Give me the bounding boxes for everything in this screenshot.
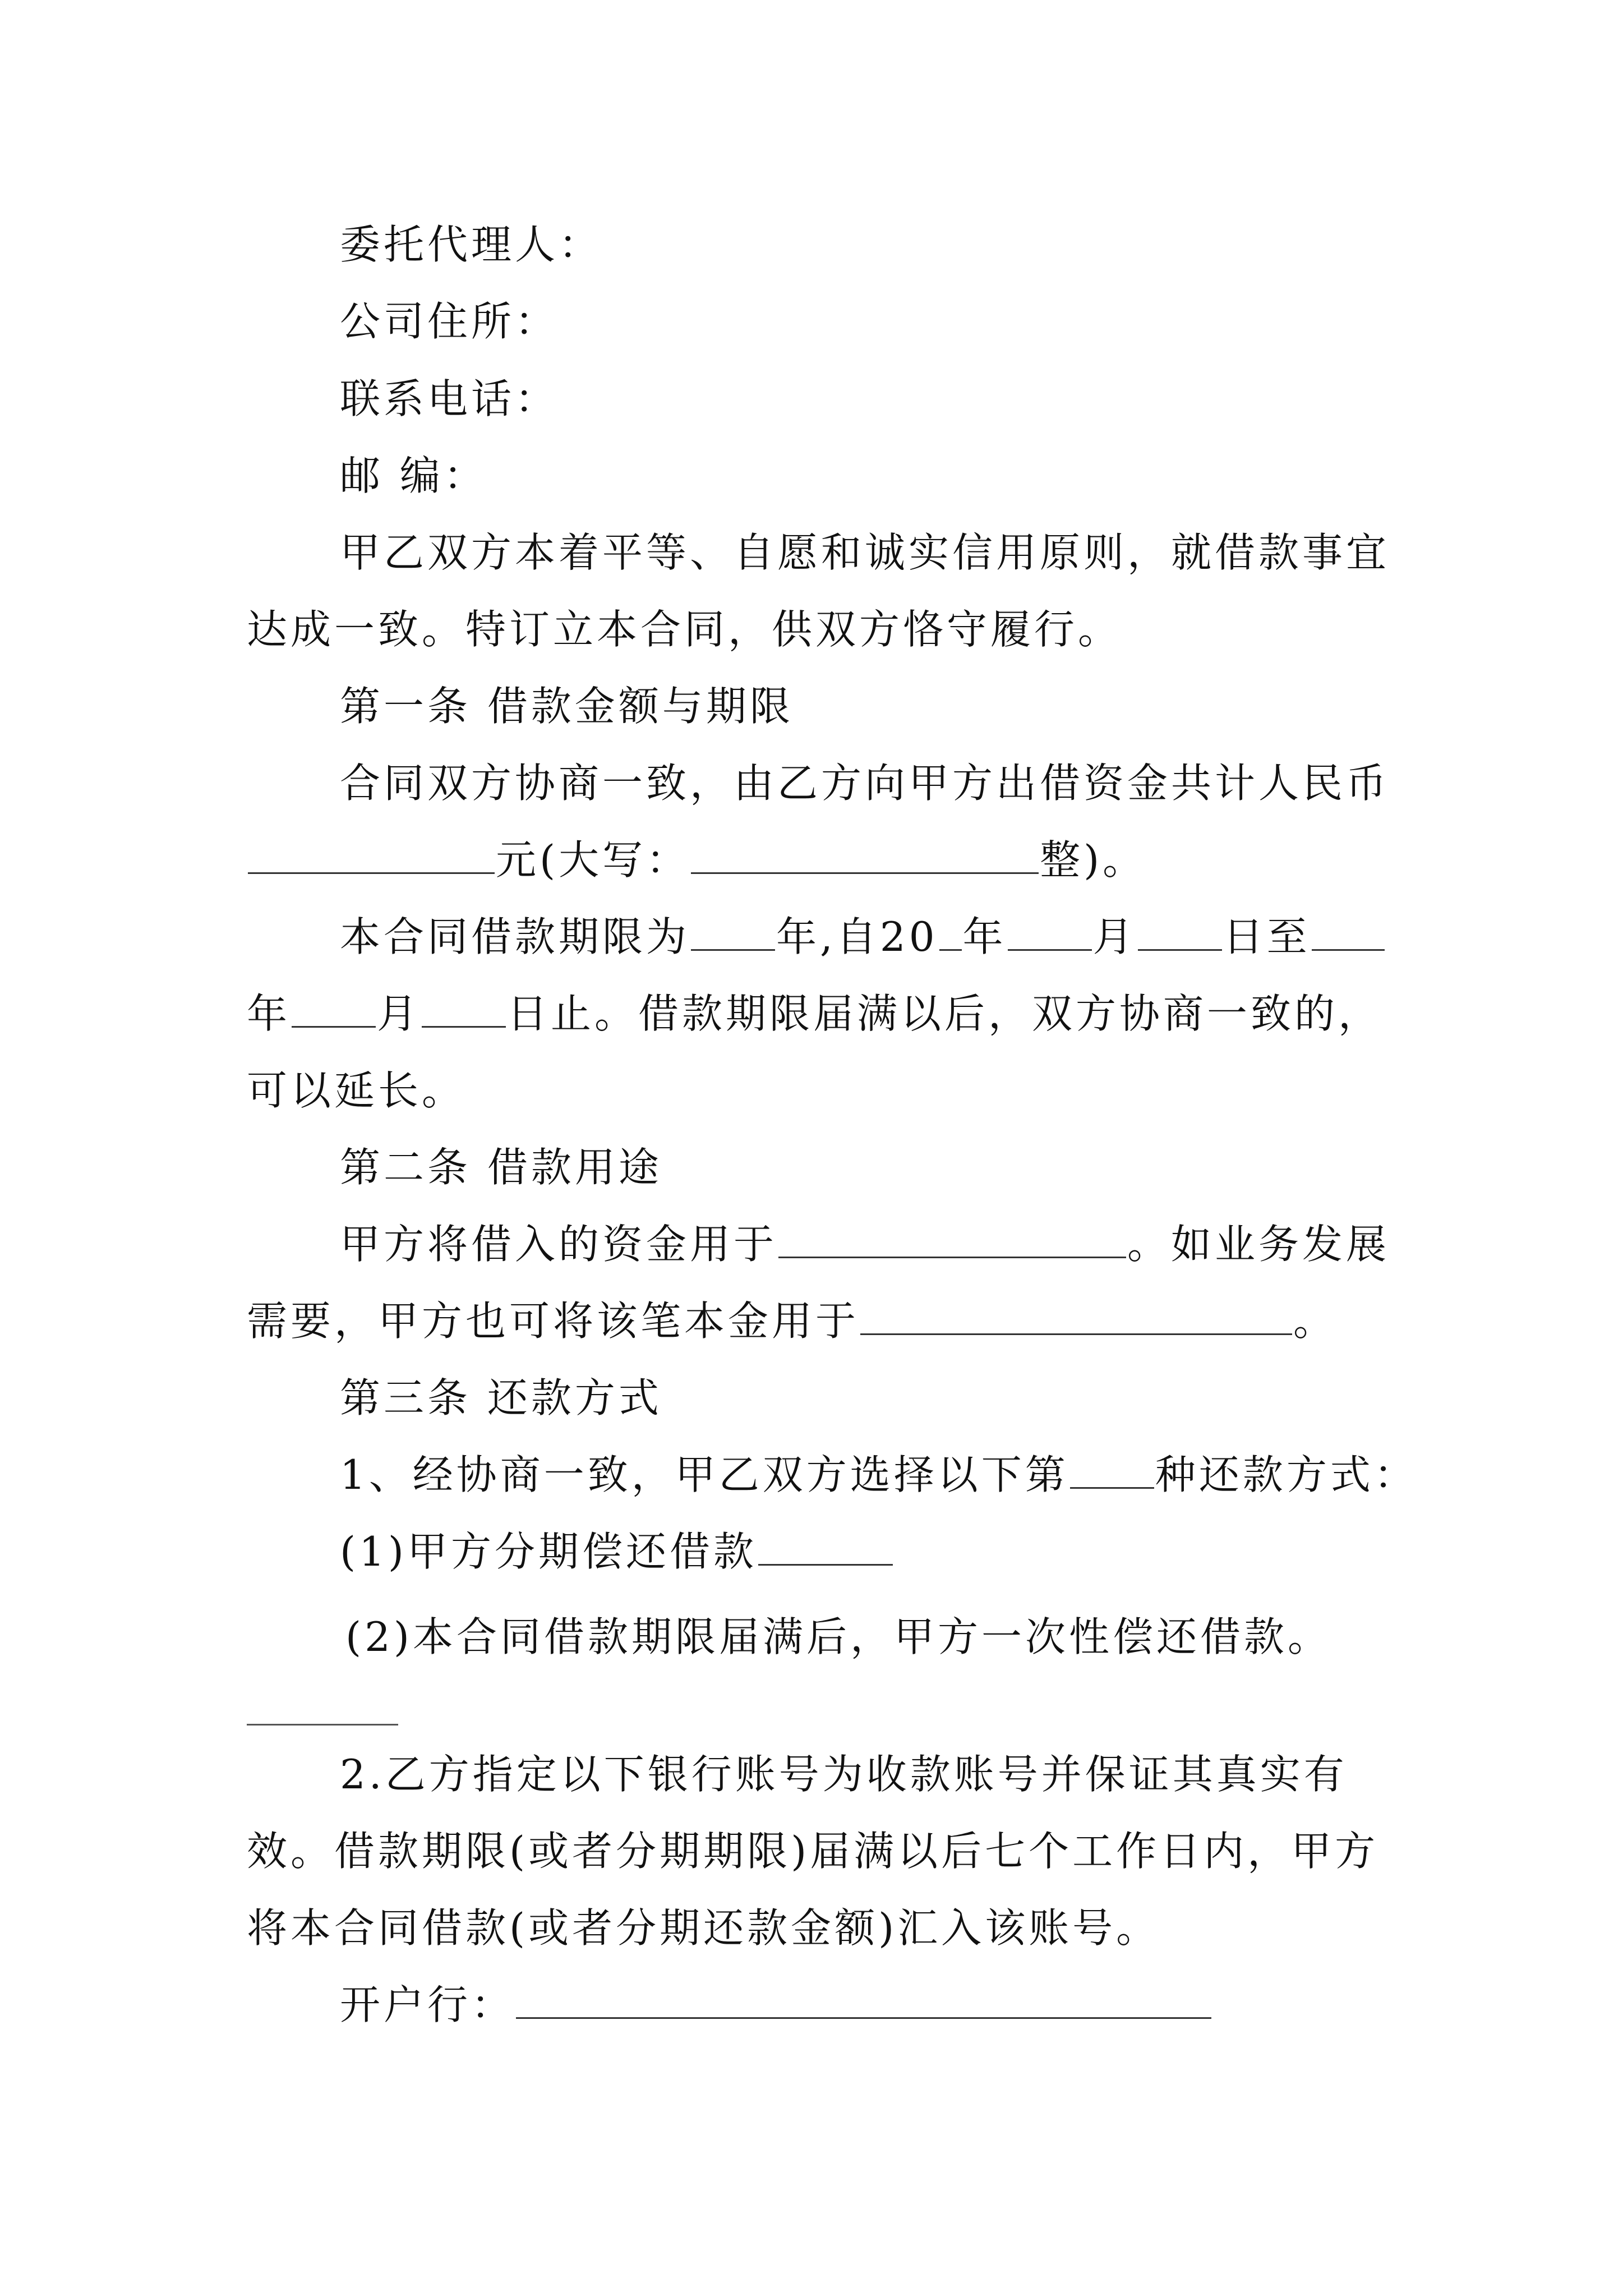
start-day-blank[interactable] bbox=[1138, 914, 1222, 951]
repayment-option-1 bbox=[340, 1525, 894, 1579]
term-line-2 bbox=[247, 987, 1382, 1041]
preamble-line-2: 达成一致。特订立本合同，供双方恪守履行。 bbox=[247, 606, 1122, 653]
term-text-3: 年 bbox=[962, 913, 1007, 960]
term-text-8: 日止。借款期限届满以后，双方协商一致的， bbox=[507, 990, 1382, 1037]
repayment-line-1 bbox=[340, 1448, 1418, 1502]
repayment-method-blank[interactable] bbox=[1070, 1452, 1154, 1489]
end-year-blank[interactable] bbox=[1312, 914, 1385, 951]
bank-label: 开户行： bbox=[340, 1981, 515, 2028]
purpose-line-1 bbox=[340, 1217, 1390, 1271]
term-line-3: 可以延长。 bbox=[247, 1067, 466, 1114]
preamble-line-1: 甲乙双方本着平等、自愿和诚实信用原则，就借款事宜 bbox=[340, 529, 1390, 576]
purpose-blank[interactable] bbox=[778, 1222, 1126, 1258]
repayment-text-2: 种还款方式： bbox=[1155, 1451, 1418, 1498]
amount-uppercase-blank[interactable] bbox=[691, 838, 1039, 874]
bank-name-blank[interactable] bbox=[516, 1982, 1211, 2019]
agent-label: 委托代理人： bbox=[340, 221, 603, 268]
purpose-text-2: 。如业务发展 bbox=[1127, 1221, 1390, 1268]
repayment-option-1-text: (1)甲方分期偿还借款 bbox=[340, 1528, 757, 1575]
term-line-1 bbox=[340, 910, 1386, 964]
end-day-blank[interactable] bbox=[422, 991, 506, 1028]
term-text-1: 本合同借款期限为 bbox=[340, 913, 690, 960]
term-text-6: 年 bbox=[247, 990, 291, 1037]
phone-label: 联系电话： bbox=[340, 375, 559, 422]
installment-blank[interactable] bbox=[758, 1529, 893, 1566]
amount-blank[interactable] bbox=[248, 838, 495, 874]
amount-line bbox=[247, 833, 1146, 887]
article-2-heading: 第二条 借款用途 bbox=[340, 1144, 662, 1191]
term-text-7: 月 bbox=[377, 990, 421, 1037]
amount-text-end: 整)。 bbox=[1040, 836, 1147, 884]
bank-line bbox=[340, 1978, 1212, 2032]
repayment-option-2: (2)本合同借款期限届满后，甲方一次性偿还借款。 bbox=[345, 1613, 1331, 1660]
term-text-2: 年,自20 bbox=[776, 913, 938, 960]
start-month-blank[interactable] bbox=[1008, 914, 1092, 951]
bank-clause-line-1: 2.乙方指定以下银行账号为收款账号并保证其真实有 bbox=[340, 1751, 1348, 1798]
company-address-label: 公司住所： bbox=[340, 298, 559, 345]
purpose-text-1: 甲方将借入的资金用于 bbox=[340, 1221, 778, 1268]
article-1-heading: 第一条 借款金额与期限 bbox=[340, 683, 794, 730]
repayment-text-1: 1、经协商一致，甲乙双方选择以下第 bbox=[340, 1451, 1069, 1498]
end-month-blank[interactable] bbox=[292, 991, 376, 1028]
purpose-text-4: 。 bbox=[1293, 1297, 1338, 1345]
term-text-4: 月 bbox=[1092, 913, 1137, 960]
term-text-5: 日至 bbox=[1223, 913, 1311, 960]
postcode-label: 邮 编： bbox=[340, 452, 487, 499]
start-year-blank[interactable] bbox=[939, 914, 962, 951]
amount-text: 元(大写： bbox=[496, 836, 690, 884]
bank-clause-line-3: 将本合同借款(或者分期还款金额)汇入该账号。 bbox=[247, 1904, 1160, 1952]
purpose-line-2 bbox=[247, 1294, 1337, 1348]
alt-purpose-blank[interactable] bbox=[860, 1299, 1292, 1335]
bank-clause-line-2: 效。借款期限(或者分期期限)届满以后七个工作日内，甲方 bbox=[247, 1828, 1379, 1875]
option-2-blank-line[interactable] bbox=[247, 1724, 398, 1726]
article-3-heading: 第三条 还款方式 bbox=[340, 1374, 662, 1421]
purpose-text-3: 需要，甲方也可将该笔本金用于 bbox=[247, 1297, 860, 1345]
article-1-text-1: 合同双方协商一致，由乙方向甲方出借资金共计人民币 bbox=[340, 760, 1390, 807]
term-years-blank[interactable] bbox=[691, 914, 775, 951]
